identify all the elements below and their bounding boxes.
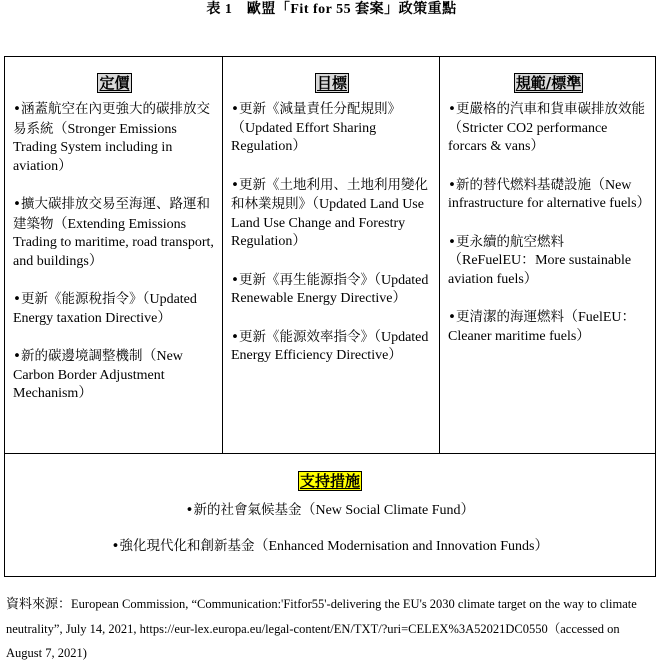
support-measures-row [5,454,655,575]
source-citation [6,592,656,665]
column-targets [223,57,440,453]
support-item: •強化現代化和創新基金（Enhanced Modernisation and Innovation Funds） [111,538,549,554]
column-pricing [5,57,223,453]
list-item: •涵蓋航空在內更強大的碳排放交易系統（Stronger Emissions Trading System including in aviation） [13,101,210,174]
list-item: •更新《減量責任分配規則》（Updated Effort Sharing Regulation） [231,101,401,154]
policy-table [4,56,656,577]
list-item: •新的碳邊境調整機制（New Carbon Border Adjustment Mechanism） [13,348,183,401]
column-header-standards: 規範/標準 [515,74,582,92]
source-label: 資料來源： [6,597,72,612]
source-text: European Commission, “Communication:'Fitfor55'-delivering the EU's 2030 climate target on the way to climate neutrality”, July 14, 2021, https://eur-lex.europa.eu/legal-content/EN/TXT/?uri=CELEX%3A52021DC0550（accessed on August 7, 2021) [6,597,637,660]
list-item: •更清潔的海運燃料（FuelEU：Cleaner maritime fuels） [448,309,636,344]
column-header-targets: 目標 [316,74,347,92]
table-title: 表 1 歐盟「Fit for 55 套案」政策重點 [206,2,457,17]
list-item: •更永續的航空燃料（ReFuelEU：More sustainable aviation fuels） [448,233,632,287]
list-item: •更嚴格的汽車和貨車碳排放效能（Stricter CO2 performance forcars & vans） [448,101,645,154]
list-item: •新的替代燃料基礎設施（New infrastructure for alternative fuels） [448,176,651,211]
list-item: •擴大碳排放交易至海運、路運和建築物（Extending Emissions Trading to maritime, road transport, and buildings） [13,196,214,269]
column-header-pricing: 定價 [99,74,130,92]
list-item: •更新《再生能源指令》（Updated Renewable Energy Directive） [231,271,429,306]
list-item: •更新《能源效率指令》（Updated Energy Efficiency Directive） [231,328,429,363]
support-item: •新的社會氣候基金（New Social Climate Fund） [185,502,475,518]
list-item: •更新《能源稅指令》（Updated Energy taxation Directive） [13,291,197,326]
column-standards [440,57,655,453]
policy-columns-row [5,57,655,454]
support-header: 支持措施 [299,472,360,490]
list-item: •更新《土地利用、土地利用變化和林業規則》（Updated Land Use Land Use Change and Forestry Regulation） [231,176,428,249]
